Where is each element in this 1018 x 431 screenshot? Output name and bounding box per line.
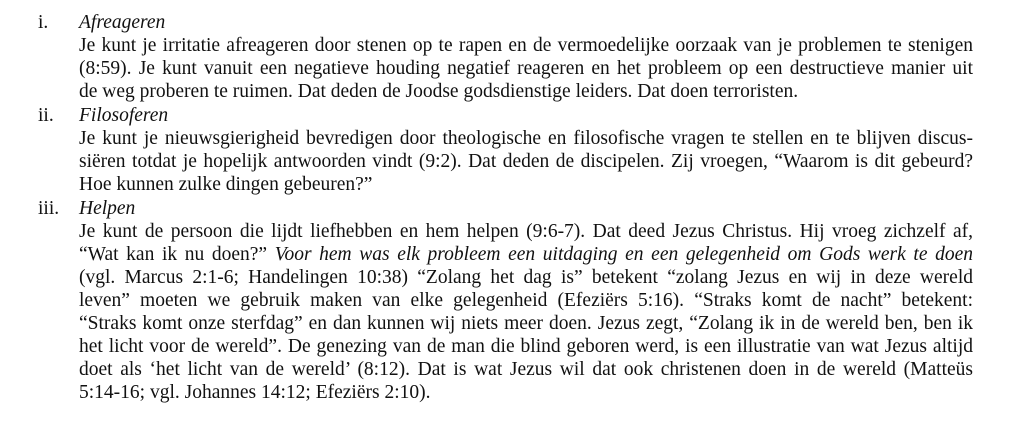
section-heading: Filosoferen [79, 105, 169, 126]
paragraph-line: 5:14-16; vgl. Johannes 14:12; Efeziërs 2:10). [79, 382, 431, 403]
section-numeral: ii. [38, 105, 54, 126]
paragraph-line: Je kunt je nieuwsgierigheid bevredigen door theologische en filosofische vragen te stellen en te blijven discus- [79, 128, 973, 149]
paragraph-line: Je kunt de persoon die lijdt liefhebben en hem helpen (9:6-7). Dat deed Jezus Christus. Hij vroeg zichzelf af, [79, 221, 973, 242]
paragraph-line: het licht voor de wereld”. De genezing van de man die blind geboren werd, is een illustratie van wat Jezus altijd [79, 336, 973, 357]
paragraph-line: siëren totdat je hopelijk antwoorden vindt (9:2). Dat deden de discipelen. Zij vroegen, “Waarom is dit gebeurd? [79, 151, 973, 172]
paragraph-line: (vgl. Marcus 2:1-6; Handelingen 10:38) “Zolang het dag is” betekent “zolang Jezus en wij in deze wereld [79, 267, 973, 288]
paragraph-line: “Straks komt onze sterfdag” en dan kunnen wij niets meer doen. Jezus zegt, “Zolang ik in de wereld ben, ben ik [79, 313, 973, 334]
paragraph-line: de weg proberen te ruimen. Dat deden de Joodse godsdienstige leiders. Dat doen terroristen. [79, 81, 799, 102]
paragraph-line: Je kunt je irritatie afreageren door stenen op te rapen en de vermoedelijke oorzaak van je problemen te stenigen [79, 35, 973, 56]
paragraph-line: Hoe kunnen zulke dingen gebeuren?” [79, 174, 373, 195]
paragraph-line: (8:59). Je kunt vanuit een negatieve houding negatief reageren en het probleem op een destructieve manier uit [79, 58, 973, 79]
section-numeral: i. [38, 12, 49, 33]
section-heading: Helpen [79, 198, 136, 219]
italic-emphasis: Voor hem was elk probleem een uitdaging en een gelegenheid om Gods werk te doen [274, 244, 974, 265]
paragraph-line-mixed [79, 243, 973, 267]
section-numeral: iii. [38, 198, 60, 219]
paragraph-line: leven” moeten we gebruik maken van elke gelegenheid (Efeziërs 5:16). “Straks komt de nacht” betekent: [79, 290, 973, 311]
paragraph-line: doet als ‘het licht van de wereld’ (8:12). Dat is wat Jezus wil dat ook christenen doen in de wereld (Matteüs [79, 359, 973, 380]
section-heading: Afreageren [79, 12, 166, 33]
quote-text: “Wat kan ik nu doen?” [79, 244, 268, 265]
